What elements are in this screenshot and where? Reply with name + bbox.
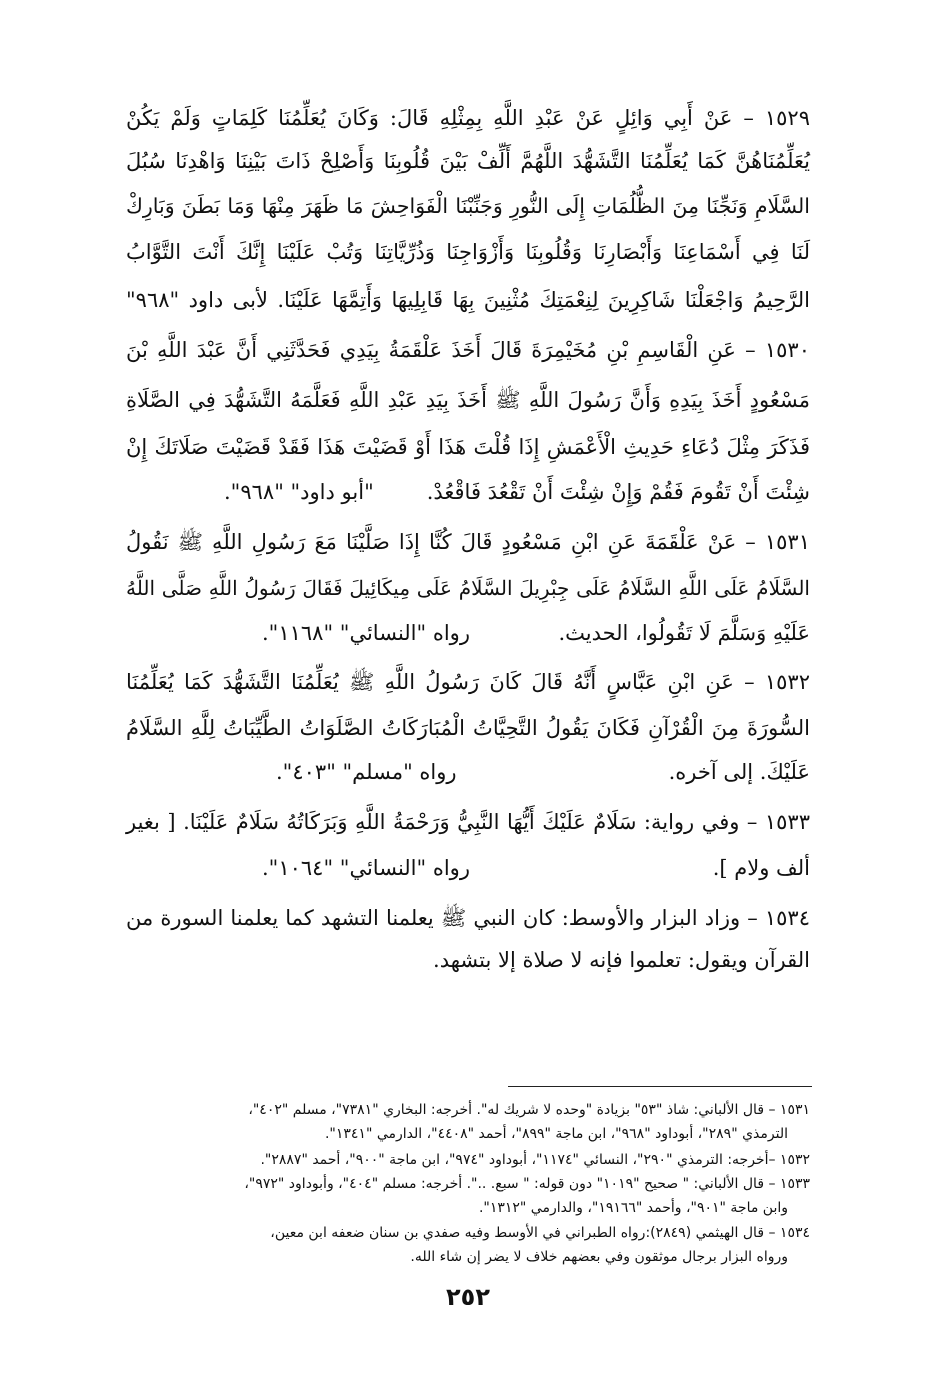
hadith-1530-reference: "أبو داود" "٩٦٨". [224,480,374,504]
hadith-1531-reference: رواه "النسائي" "١١٦٨". [262,621,470,645]
footnote-1533-line-2: وابن ماجة "٩٠١"، وأحمد "١٩١٦٦"، والدارمي "١٣١٢". [478,1200,788,1216]
hadith-1530-line-2: مَسْعُودٍ أَخَذَ بِيَدِهِ وَأَنَّ رَسُولَ اللَّهِ ﷺ أَخَذَ بِيَدِ عَبْدِ اللَّهِ فَعَلَّمَهُ التَّشَهُّدَ فِي الصَّلَاةِ [126,388,810,412]
footnote-separator [508,1086,812,1087]
hadith-1529-line-3: السَّلَامِ وَنَجِّنَا مِنَ الظُّلُمَاتِ إِلَى النُّورِ وَجَنِّبْنَا الْفَوَاحِشَ مَا ظَهَرَ مِنْهَا وَمَا بَطَنَ وَبَارِكْ [126,194,810,218]
hadith-1532-text-end: عَلَيْكَ. إلى آخره. [668,760,810,784]
hadith-1529-line-2: يُعَلِّمُنَاهُنَّ كَمَا يُعَلِّمُنَا التَّشَهُّدَ اللَّهُمَّ أَلِّفْ بَيْنَ قُلُوبِنَا وَأَصْلِحْ ذَاتَ بَيْنِنَا وَاهْدِنَا سُبُلَ [126,149,810,173]
hadith-1534-line-1: ١٥٣٤ – وزاد البزار والأوسط: كان النبي ﷺ يعلمنا التشهد كما يعلمنا السورة من [126,906,810,930]
hadith-1532-reference: رواه "مسلم" "٤٠٣". [276,760,457,784]
hadith-1529-line-1: ١٥٢٩ – عَنْ أَبِي وَائِلٍ عَنْ عَبْدِ اللَّهِ بِمِثْلِهِ قَالَ: وَكَانَ يُعَلِّمُنَا كَلِمَاتٍ وَلَمْ يَكُنْ [126,106,810,130]
hadith-1533-reference: رواه "النسائي" "١٠٦٤". [262,856,470,880]
hadith-1530-line-3: فَذَكَرَ مِثْلَ دُعَاءِ حَدِيثِ الْأَعْمَشِ إِذَا قُلْتَ هَذَا أَوْ قَضَيْتَ هَذَا فَقَدْ قَضَيْتَ صَلَاتَكَ إِنْ [126,435,810,459]
hadith-1529-line-5: الرَّحِيمُ وَاجْعَلْنَا شَاكِرِينَ لِنِعْمَتِكَ مُثْنِينَ بِهَا قَابِلِيهَا وَأَتِمَّهَا عَلَيْنَا. لأبى داود "٩٦٨" [126,288,810,312]
hadith-1530-line-1: ١٥٣٠ – عَنِ الْقَاسِمِ بْنِ مُخَيْمِرَةَ قَالَ أَخَذَ عَلْقَمَةُ بِيَدِي فَحَدَّثَنِي أَنَّ عَبْدَ اللَّهِ بْنَ [126,338,810,362]
hadith-1531-line-2: السَّلَامُ عَلَى اللَّهِ السَّلَامُ عَلَى جِبْرِيلَ السَّلَامُ عَلَى مِيكَائِيلَ فَقَالَ رَسُولُ اللَّهِ صَلَّى اللَّهُ [126,576,810,600]
hadith-1531-text-end: عَلَيْهِ وَسَلَّمَ لَا تَقُولُوا، الحديث. [558,621,810,645]
hadith-1530-text-end: شِئْتَ أَنْ تَقُومَ فَقُمْ وَإِنْ شِئْتَ أَنْ تَقْعُدَ فَاقْعُدْ. [426,480,810,504]
hadith-1532-line-1: ١٥٣٢ – عَنِ ابْنِ عَبَّاسٍ أَنَّهُ قَالَ كَانَ رَسُولُ اللَّهِ ﷺ يُعَلِّمُنَا التَّشَهُّدَ كَمَا يُعَلِّمُنَا [126,670,810,694]
footnote-1531-line-2: الترمذي "٢٨٩"، أبوداود "٩٦٨"، ابن ماجة "٨٩٩"، أحمد "٤٤٠٨"، الدارمي "١٣٤١". [324,1126,788,1142]
footnote-1534-line-2: ورواه البزار برجال موثقون وفي بعضهم خلاف لا يضر إن شاء الله. [410,1249,788,1265]
footnote-1533-line-1: ١٥٣٣ – قال الألباني: " صحيح "١٠١٩" دون قوله: " سبع. ..". أخرجه: مسلم "٤٠٤"، وأبوداود "٩٧٢"، [244,1176,810,1192]
hadith-1532-line-2: السُّورَةَ مِنَ الْقُرْآنِ فَكَانَ يَقُولُ التَّحِيَّاتُ الْمُبَارَكَاتُ الصَّلَوَاتُ الطَّيِّبَاتُ لِلَّهِ السَّلَامُ [126,716,810,740]
footnote-1534-line-1: ١٥٣٤ – قال الهيثمي (٢٨٤٩):رواه الطبراني في الأوسط وفيه صفدي بن سنان ضعفه ابن معين، [270,1225,810,1241]
page-number: ٢٥٢ [446,1283,490,1311]
footnote-1531-line-1: ١٥٣١ – قال الألباني: شاذ "٥٣" بزيادة "وحده لا شريك له". أخرجه: البخاري "٧٣٨١"، مسلم "٤٠٢"، [248,1102,810,1118]
hadith-1533-line-1: ١٥٣٣ – وفي رواية: سَلَامٌ عَلَيْكَ أَيُّهَا النَّبِيُّ وَرَحْمَةُ اللَّهِ وَبَرَكَاتُهُ سَلَامٌ عَلَيْنَا. [ بغير [126,810,810,834]
hadith-1529-line-4: لَنَا فِي أَسْمَاعِنَا وَأَبْصَارِنَا وَقُلُوبِنَا وَأَزْوَاجِنَا وَذُرِّيَّاتِنَا وَتُبْ عَلَيْنَا إِنَّكَ أَنْتَ التَّوَّابُ [126,240,810,264]
hadith-1533-text-end: ألف ولام ]. [712,856,810,880]
hadith-1534-line-2: القرآن ويقول: تعلموا فإنه لا صلاة إلا بتشهد. [433,948,810,972]
hadith-1531-line-1: ١٥٣١ – عَنْ عَلْقَمَةَ عَنِ ابْنِ مَسْعُودٍ قَالَ كُنَّا إِذَا صَلَّيْنَا مَعَ رَسُولِ اللَّهِ ﷺ نَقُولُ [126,530,810,554]
footnote-1532-line-1: ١٥٣٢ –أخرجه: الترمذي "٢٩٠"، النسائي "١١٧٤"، أبوداود "٩٧٤"، ابن ماجة "٩٠٠"، أحمد "٢٨٨٧". [260,1152,810,1168]
